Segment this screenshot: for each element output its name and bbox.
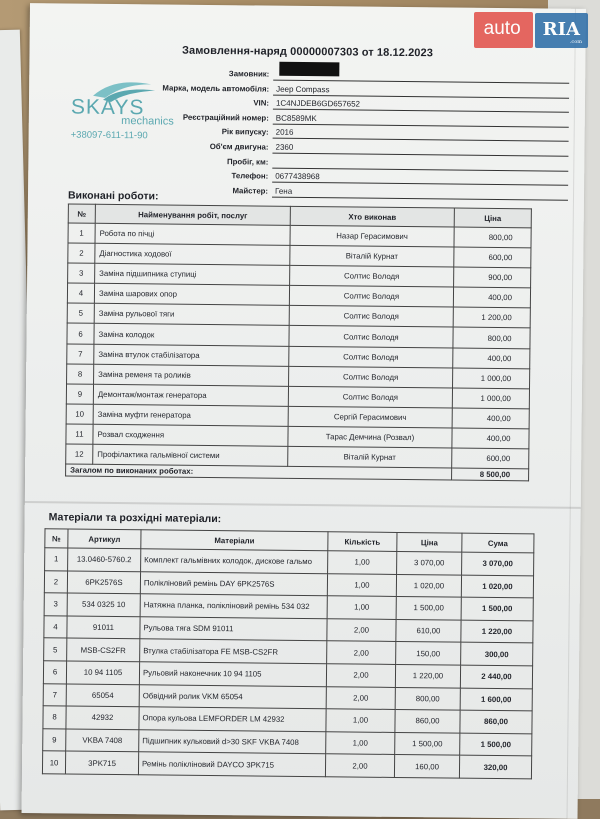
field-label: Реєстраційний номер: — [182, 112, 269, 123]
work-price: 600,00 — [452, 448, 529, 469]
work-price: 400,00 — [453, 348, 530, 369]
material-article: VKBA 7408 — [66, 729, 139, 752]
material-sum: 300,00 — [461, 643, 533, 666]
works-header-price: Ціна — [454, 208, 531, 228]
materials-header-number: № — [45, 529, 68, 548]
material-name: Натяжна планка, полікліновий ремінь 534 032 — [140, 594, 327, 619]
field-label: VIN: — [253, 98, 270, 108]
material-quantity: 1,00 — [326, 709, 395, 732]
work-number: 3 — [68, 263, 95, 283]
material-quantity: 1,00 — [328, 551, 397, 574]
material-sum: 320,00 — [459, 755, 531, 778]
material-sum: 1 020,00 — [461, 575, 533, 598]
watermark-ria-text: RIA — [542, 18, 580, 40]
work-number: 2 — [68, 243, 95, 263]
material-article: 65054 — [66, 684, 139, 707]
material-name: Ремінь полікліновий DAYCO 3PK715 — [138, 752, 325, 777]
material-price: 1 020,00 — [396, 574, 461, 597]
work-performer: Віталій Курнат — [288, 446, 452, 468]
material-number: 7 — [43, 683, 66, 706]
work-performer: Солтис Володя — [289, 346, 453, 368]
title-text: Замовлення-наряд 00000007303 от 18.12.2023 — [181, 44, 434, 60]
field-underline — [272, 196, 568, 200]
material-number: 1 — [45, 548, 68, 571]
order-field — [148, 183, 568, 202]
material-name: Підшипник кульковий d>30 SKF VKBA 7408 — [139, 730, 326, 755]
work-number: 12 — [66, 444, 93, 464]
materials-section-title: Матеріали та розхідні матеріали: — [48, 511, 222, 526]
field-label: Пробіг, км: — [227, 156, 269, 167]
field-value: 0677438968 — [275, 171, 320, 182]
material-number: 10 — [42, 751, 65, 774]
field-value: 2360 — [275, 142, 294, 152]
material-name: Рульова тяга SDM 91011 — [140, 617, 327, 642]
material-number: 4 — [44, 616, 67, 639]
order-fields — [148, 66, 569, 202]
order-document — [22, 3, 586, 819]
work-performer: Солтис Володя — [288, 386, 452, 408]
material-price: 610,00 — [396, 619, 461, 642]
material-price: 150,00 — [396, 642, 461, 665]
work-performer: Солтис Володя — [289, 366, 453, 388]
logo-subtitle: mechanics — [121, 115, 174, 128]
materials-table — [42, 528, 535, 779]
material-sum: 860,00 — [460, 710, 532, 733]
work-price: 1 000,00 — [453, 368, 530, 389]
material-quantity: 2,00 — [326, 664, 395, 687]
work-price: 1 200,00 — [453, 307, 530, 328]
material-name: Полікліновий ремінь DAY 6PK2576S — [140, 571, 327, 596]
autoria-watermark — [474, 12, 588, 48]
paper-fold — [25, 501, 581, 509]
material-number: 8 — [43, 706, 66, 729]
material-number: 2 — [44, 570, 67, 593]
work-price: 800,00 — [453, 328, 530, 349]
material-sum: 1 500,00 — [461, 597, 533, 620]
work-price: 900,00 — [454, 267, 531, 288]
material-article: 13.0460-5760.2 — [68, 548, 141, 571]
material-number: 5 — [44, 638, 67, 661]
material-article: 10 94 1105 — [66, 661, 139, 684]
work-performer: Солтис Володя — [289, 326, 453, 348]
logo-name: SKAYS — [70, 95, 145, 120]
field-value: Jeep Compass — [276, 84, 330, 94]
material-price: 160,00 — [394, 755, 459, 778]
work-service: Заміна муфти генератора — [93, 404, 288, 426]
material-quantity: 2,00 — [327, 619, 396, 642]
material-sum: 1 220,00 — [461, 620, 533, 643]
material-quantity: 1,00 — [327, 596, 396, 619]
material-article: MSB-CS2FR — [67, 638, 140, 661]
field-label: Майстер: — [232, 185, 269, 196]
work-number: 7 — [67, 344, 94, 364]
field-value: BC8589MK — [275, 113, 317, 123]
work-performer: Солтис Володя — [289, 286, 453, 308]
work-service: Заміна ременя та роликів — [94, 364, 289, 386]
material-sum: 2 440,00 — [460, 665, 532, 688]
materials-header-article: Артикул — [68, 529, 141, 549]
material-name: Опора кульова LEMFORDER LM 42932 — [139, 707, 326, 732]
materials-header-material: Матеріали — [141, 530, 328, 551]
work-service: Діагностика ходової — [95, 243, 290, 265]
material-quantity: 2,00 — [325, 754, 394, 777]
material-number: 6 — [43, 661, 66, 684]
work-price: 600,00 — [454, 247, 531, 268]
watermark-ria-domain: .com — [569, 38, 582, 45]
work-price: 800,00 — [454, 227, 531, 248]
field-label: Марка, модель автомобіля: — [162, 83, 270, 94]
work-number: 11 — [66, 424, 93, 444]
work-service: Профілактика гальмівної системи — [93, 444, 288, 466]
work-performer: Солтис Володя — [289, 306, 453, 328]
material-quantity: 1,00 — [327, 573, 396, 596]
field-label: Об'єм двигуна: — [209, 141, 269, 152]
work-price: 400,00 — [452, 408, 529, 429]
material-article: 6PK2576S — [67, 571, 140, 594]
material-quantity: 2,00 — [327, 641, 396, 664]
material-name: Комплект гальмівних колодок, дискове гальмо — [141, 549, 328, 574]
work-service: Заміна втулок стабілізатора — [94, 344, 289, 366]
works-header-number: № — [68, 204, 95, 223]
material-sum: 1 600,00 — [460, 688, 532, 711]
work-number: 9 — [66, 384, 93, 404]
field-label: Телефон: — [231, 171, 269, 181]
materials-header-quantity: Кількість — [328, 532, 397, 552]
material-article: 42932 — [66, 706, 139, 729]
materials-header-price: Ціна — [397, 532, 462, 552]
material-number: 9 — [43, 729, 66, 752]
material-name: Обвідний ролик VKM 65054 — [139, 684, 326, 709]
material-price: 860,00 — [395, 710, 460, 733]
material-sum: 3 070,00 — [462, 552, 534, 575]
redacted-name — [279, 62, 339, 77]
material-name: Рульовий наконечник 10 94 1105 — [139, 662, 326, 687]
work-service: Заміна підшипника ступиці — [95, 263, 290, 285]
work-service: Розвал сходження — [93, 424, 288, 446]
work-service: Заміна рульової тяги — [94, 304, 289, 326]
works-table — [65, 203, 532, 481]
work-performer: Сергій Герасимович — [288, 406, 452, 428]
work-performer: Солтис Володя — [290, 266, 454, 288]
works-total-value: 8 500,00 — [452, 468, 529, 481]
works-header-service: Найменування робіт, послуг — [95, 204, 290, 225]
material-price: 1 220,00 — [395, 664, 460, 687]
field-label: Замовник: — [228, 69, 270, 79]
work-performer: Назар Герасимович — [290, 225, 454, 247]
work-service: Заміна шарових опор — [94, 284, 289, 306]
material-price: 3 070,00 — [397, 551, 462, 574]
work-performer: Віталій Курнат — [290, 245, 454, 267]
material-price: 800,00 — [395, 687, 460, 710]
material-number: 3 — [44, 593, 67, 616]
materials-header-sum: Сума — [462, 533, 534, 553]
work-number: 8 — [67, 364, 94, 384]
logo-phone: +38097-611-11-90 — [70, 129, 148, 142]
watermark-ria — [535, 13, 588, 48]
material-sum: 1 500,00 — [460, 733, 532, 756]
material-price: 1 500,00 — [396, 597, 461, 620]
material-article: 3PK715 — [65, 751, 138, 774]
material-name: Втулка стабілізатора FE MSB-CS2FR — [140, 639, 327, 664]
material-article: 91011 — [67, 616, 140, 639]
works-section-title: Виконані роботи: — [67, 189, 159, 203]
work-number: 4 — [67, 283, 94, 303]
material-quantity: 1,00 — [326, 731, 395, 754]
work-performer: Тарас Демчина (Розвал) — [288, 426, 452, 448]
field-value: Гена — [275, 186, 293, 196]
works-header-performer: Хто виконав — [290, 206, 454, 227]
field-label: Рік випуску: — [221, 127, 269, 137]
table-row — [42, 751, 531, 779]
material-article: 534 0325 10 — [67, 593, 140, 616]
work-service: Демонтаж/монтаж генератора — [93, 384, 288, 406]
works-total-label: Загалом по виконаних роботах: — [66, 464, 452, 480]
watermark-auto: auto — [474, 12, 533, 48]
field-value: 2016 — [275, 128, 294, 138]
work-service: Робота по пічці — [95, 223, 290, 245]
work-service: Заміна колодок — [94, 324, 289, 346]
work-price: 400,00 — [452, 428, 529, 449]
material-price: 1 500,00 — [395, 732, 460, 755]
work-price: 1 000,00 — [452, 388, 529, 409]
material-quantity: 2,00 — [326, 686, 395, 709]
work-number: 10 — [66, 404, 93, 424]
field-value: 1C4NJDEB6GD657652 — [275, 98, 361, 109]
work-number: 5 — [67, 303, 94, 323]
work-number: 1 — [68, 223, 95, 243]
work-number: 6 — [67, 323, 94, 343]
work-price: 400,00 — [453, 287, 530, 308]
